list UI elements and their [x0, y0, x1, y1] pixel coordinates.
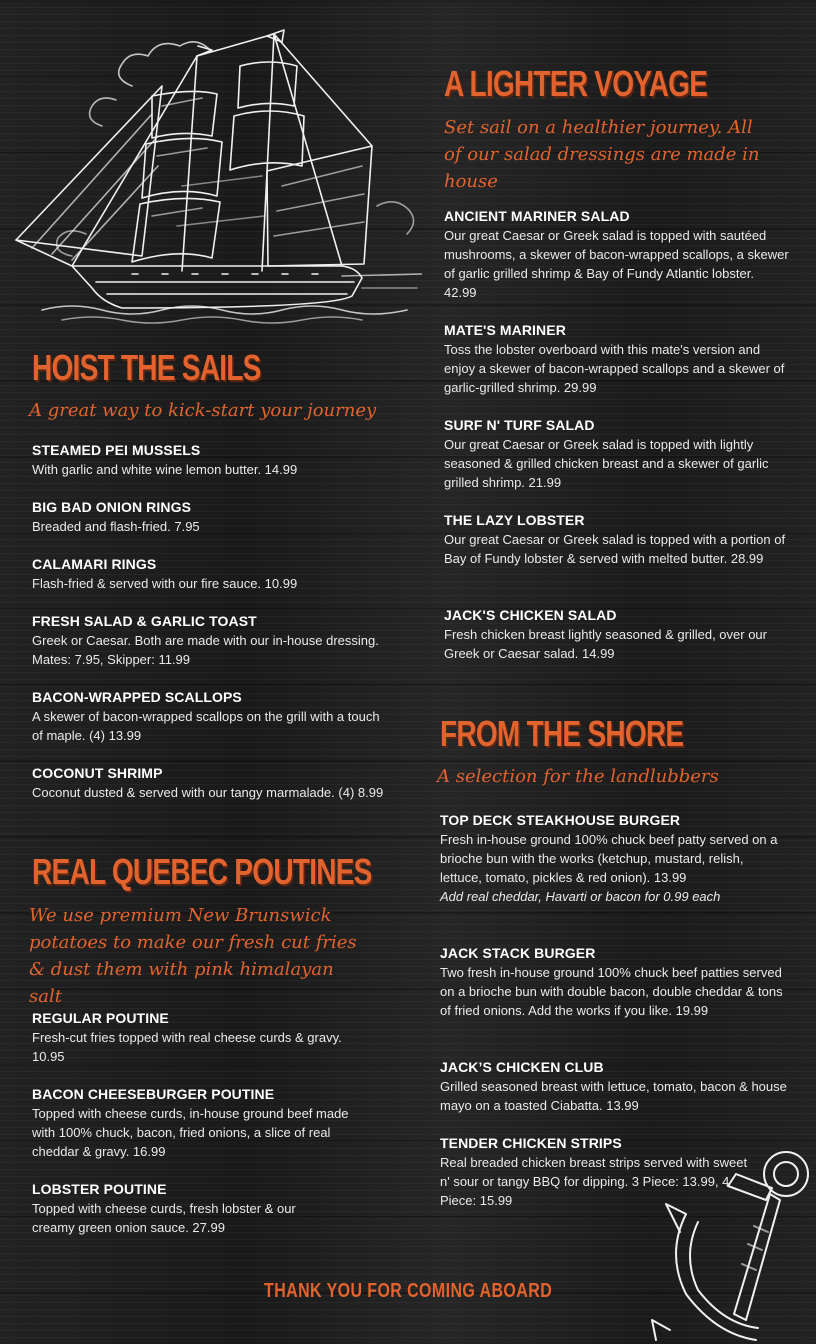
hoist-title: HOIST THE SAILS: [32, 347, 261, 388]
menu-item-jack-stack-burger: [440, 944, 790, 1020]
menu-item-jacks-chicken-salad: [444, 606, 794, 663]
item-description: Grilled seasoned breast with lettuce, tomato, bacon & house mayo on a toasted Ciabatta. 13.99: [440, 1079, 787, 1113]
item-name: REGULAR POUTINE: [32, 1010, 169, 1026]
menu-item-top-deck-burger: [440, 811, 785, 906]
item-name: BIG BAD ONION RINGS: [32, 499, 192, 515]
item-name: CALAMARI RINGS: [32, 556, 157, 572]
menu-item-surf-turf-salad: [444, 416, 779, 492]
item-description: Topped with cheese curds, in-house ground beef made with 100% chuck, bacon, fried onions, a slice of real cheddar & gravy. 16.99: [32, 1106, 349, 1159]
item-name: SURF N' TURF SALAD: [444, 417, 595, 433]
item-name: THE LAZY LOBSTER: [444, 512, 585, 528]
item-description: Flash-fried & served with our fire sauce. 10.99: [32, 576, 298, 591]
item-name: MATE'S MARINER: [444, 322, 566, 338]
item-description: Breaded and flash-fried. 7.95: [32, 519, 200, 534]
item-description: Coconut dusted & served with our tangy marmalade. (4) 8.99: [32, 785, 384, 800]
menu-item-lazy-lobster: [444, 511, 794, 568]
hoist-tagline: A great way to kick-start your journey: [29, 400, 377, 421]
poutines-tagline: We use premium New Brunswick potatoes to make our fresh cut fries & dust them with pink himalayan salt: [29, 905, 357, 1007]
sailing-ship-icon: [12, 26, 422, 326]
item-name: FRESH SALAD & GARLIC TOAST: [32, 613, 257, 629]
item-description: A skewer of bacon-wrapped scallops on the grill with a touch of maple. (4) 13.99: [32, 709, 380, 743]
item-description: Real breaded chicken breast strips served with sweet n' sour or tangy BBQ for dipping. 3 Piece: 13.99, 4 Piece: 15.99: [440, 1155, 748, 1208]
menu-item-salad-garlic-toast: [32, 612, 382, 669]
item-description: Toss the lobster overboard with this mate's version and enjoy a skewer of bacon-wrapped scallops and a skewer of garlic-grilled shrimp. 29.99: [444, 342, 785, 395]
voyage-title: A LIGHTER VOYAGE: [444, 63, 708, 104]
item-note: Add real cheddar, Havarti or bacon for 0.99 each: [440, 889, 721, 904]
item-description: Fresh-cut fries topped with real cheese curds & gravy. 10.95: [32, 1030, 342, 1064]
item-name: ANCIENT MARINER SALAD: [444, 208, 630, 224]
voyage-tagline: Set sail on a healthier journey. All of our salad dressings are made in house: [444, 117, 760, 192]
menu-item-onion-rings: [32, 498, 382, 536]
menu-item-ancient-mariner-salad: [444, 207, 789, 302]
item-name: JACK’S CHICKEN CLUB: [440, 1059, 604, 1075]
item-description: Topped with cheese curds, fresh lobster & our creamy green onion sauce. 27.99: [32, 1201, 296, 1235]
item-name: COCONUT SHRIMP: [32, 765, 163, 781]
item-description: With garlic and white wine lemon butter. 14.99: [32, 462, 298, 477]
item-description: Greek or Caesar. Both are made with our in-house dressing. Mates: 7.95, Skipper: 11.99: [32, 633, 379, 667]
menu-item-tender-chicken-strips: [440, 1134, 755, 1210]
menu-item-bacon-cheeseburger-poutine: [32, 1085, 362, 1161]
item-description: Two fresh in-house ground 100% chuck beef patties served on a brioche bun with double bacon, double cheddar & tons of fried onions. Add the works if you like. 19.99: [440, 965, 783, 1018]
item-name: JACK STACK BURGER: [440, 945, 596, 961]
menu-item-jacks-chicken-club: [440, 1058, 790, 1115]
menu-item-lobster-poutine: [32, 1180, 322, 1237]
menu-item-calamari-rings: [32, 555, 382, 593]
shore-title: FROM THE SHORE: [440, 713, 684, 754]
shore-tagline: A selection for the landlubbers: [437, 766, 719, 787]
menu-item-steamed-mussels: [32, 441, 382, 479]
item-description: Fresh chicken breast lightly seasoned & grilled, over our Greek or Caesar salad. 14.99: [444, 627, 767, 661]
menu-item-regular-poutine: [32, 1009, 362, 1066]
menu-item-bacon-scallops: [32, 688, 382, 745]
item-description: Our great Caesar or Greek salad is topped with lightly seasoned & grilled chicken breast and a skewer of garlic grilled shrimp. 21.99: [444, 437, 769, 490]
item-description: Fresh in-house ground 100% chuck beef patty served on a brioche bun with the works (ketchup, mustard, relish, lettuce, tomato, pickles & red onion). 13.99: [440, 832, 778, 885]
item-description: Our great Caesar or Greek salad is topped with a portion of Bay of Fundy lobster & served with melted butter. 28.99: [444, 532, 786, 566]
item-description: Our great Caesar or Greek salad is topped with sautéed mushrooms, a skewer of bacon-wrapped scallops, a skewer of garlic grilled shrimp & Bay of Fundy Atlantic lobster. 42.99: [444, 228, 789, 300]
item-name: BACON CHEESEBURGER POUTINE: [32, 1086, 275, 1102]
poutines-title: REAL QUEBEC POUTINES: [32, 851, 372, 892]
menu-item-mates-mariner: [444, 321, 794, 397]
item-name: TENDER CHICKEN STRIPS: [440, 1135, 622, 1151]
footer-thank-you: [0, 1280, 816, 1303]
footer-text: THANK YOU FOR COMING ABOARD: [263, 1280, 553, 1302]
item-name: BACON-WRAPPED SCALLOPS: [32, 689, 242, 705]
item-name: JACK'S CHICKEN SALAD: [444, 607, 617, 623]
item-name: LOBSTER POUTINE: [32, 1181, 167, 1197]
menu-item-coconut-shrimp: [32, 764, 392, 802]
item-name: TOP DECK STEAKHOUSE BURGER: [440, 812, 681, 828]
item-name: STEAMED PEI MUSSELS: [32, 442, 201, 458]
